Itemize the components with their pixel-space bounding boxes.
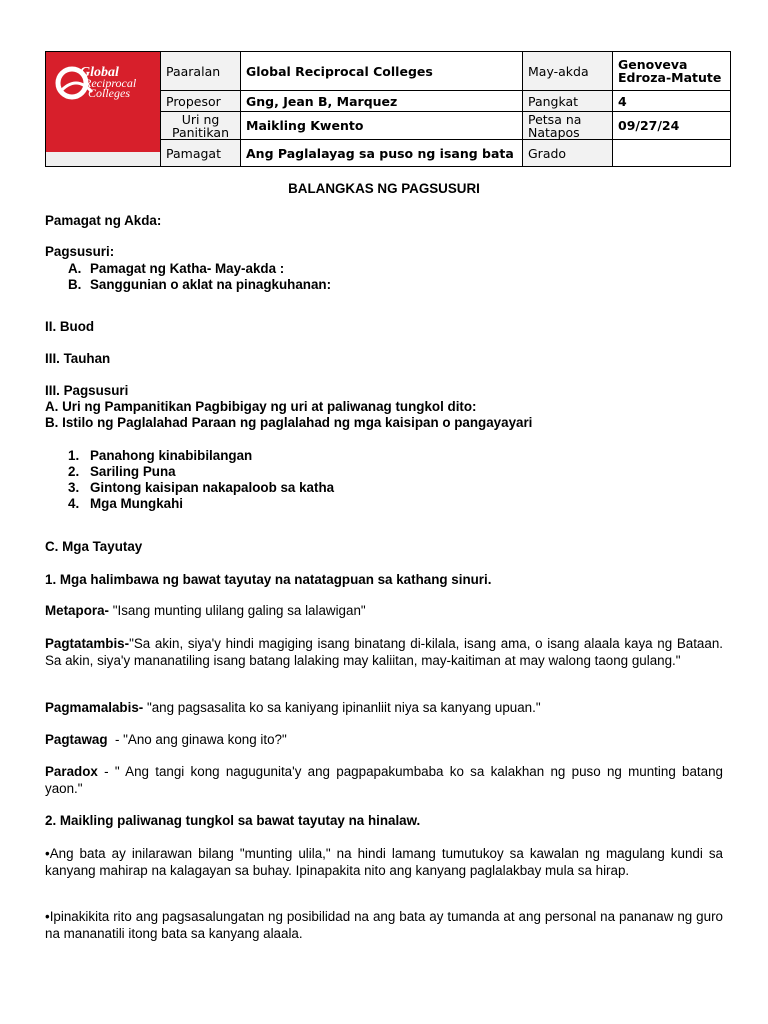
label-grado: Grado [523,140,613,167]
value-grado [613,140,731,167]
college-logo-icon [46,52,160,152]
item-text: Gintong kaisipan nakapaloob sa katha [90,480,335,495]
example-text: - " Ang tangi kong nagugunita'y ang pagpapakumbaba ko sa kalakhan ng puso ng munting batang yaon." [45,764,723,796]
value-may-akda: Genoveva Edroza-Matute [613,52,731,91]
item-marker: 1. [68,448,80,463]
example-pagtatambis [45,636,723,669]
explanation-paragraph: •Ipinakikita rito ang pagsasalungatan ng posibilidad na ang bata ay tumanda at ang personal na pananaw ng guro na mananatili itong bata sa kanyang alaala. [45,909,723,941]
label-pangkat: Pangkat [523,91,613,112]
explanation-paragraph: •Ang bata ay inilarawan bilang "munting ulila," na hindi lamang tumutukoy sa kawalan ng magulang kundi sa kanyang mahirap na kalagayan sa buhay. Ipinapakita nito ang kanyang paglalakbay mula sa hirap. [45,846,723,878]
value-petsa-na-natapos: 09/27/24 [613,112,731,140]
value-paaralan: Global Reciprocal Colleges [241,52,523,91]
tayutay-heading: C. Mga Tayutay [45,539,143,554]
numbered-item [68,448,252,465]
item-marker: B. [68,277,82,292]
item-text: Panahong kinabibilangan [90,448,253,463]
item-text: Sanggunian o aklat na pinagkuhanan: [90,277,332,292]
item-marker: A. [68,261,82,276]
example-paradox [45,764,723,797]
item-text: Pamagat ng Katha- May-akda : [90,261,285,276]
buod-heading: II. Buod [45,319,95,334]
school-logo [46,52,161,167]
item-marker: 2. [68,464,80,479]
example-text: "ang pagsasalita ko sa kaniyang ipinanliit niya sa kanyang upuan." [143,700,541,715]
label-pamagat: Pamagat [161,140,241,167]
pagsusuri2-b: B. Istilo ng Paglalahad Paraan ng paglalahad ng mga kaisipan o pangayayari [45,415,533,430]
value-uri-ng-panitikan: Maikling Kwento [241,112,523,140]
value-pangkat: 4 [613,91,731,112]
example-term: Metapora- [45,603,109,618]
label-propesor: Propesor [161,91,241,112]
document-title: BALANGKAS NG PAGSUSURI [288,181,480,196]
item-text: Sariling Puna [90,464,176,479]
pagsusuri-heading: Pagsusuri: [45,244,115,259]
label-may-akda: May-akda [523,52,613,91]
value-propesor: Gng, Jean B, Marquez [241,91,523,112]
logo-line1: Global [80,65,119,80]
tayutay-sub1: 1. Mga halimbawa ng bawat tayutay na natatagpuan sa kathang sinuri. [45,572,492,587]
pagsusuri2-heading: III. Pagsusuri [45,383,129,398]
pagsusuri2-a: A. Uri ng Pampanitikan Pagbibigay ng uri at paliwanag tungkol dito: [45,399,477,414]
header-info-table [45,51,731,167]
example-term: Paradox [45,764,98,779]
label-paaralan: Paaralan [161,52,241,91]
example-text: "Sa akin, siya'y hindi magiging isang binatang di-kilala, isang ama, o isang alaala kaya ng Bataan. Sa akin, siya'y mananatiling isang batang lalaking may kaliitan, may-kaitiman at may walong taong gulang." [45,636,723,668]
logo-strip [46,152,160,166]
item-marker: 4. [68,496,80,511]
tayutay-sub2: 2. Maikling paliwanag tungkol sa bawat tayutay na hinalaw. [45,813,421,828]
example-metapora [45,603,723,620]
example-text: "Isang munting ulilang galing sa lalawigan" [109,603,366,618]
item-text: Mga Mungkahi [90,496,183,511]
example-pagmamalabis [45,700,723,717]
logo-line2: Reciprocal [84,76,137,90]
item-marker: 3. [68,480,80,495]
tauhan-heading: III. Tauhan [45,351,111,366]
pagsusuri-item [68,261,284,278]
logo-line3: Colleges [88,86,130,100]
example-term: Pagtatambis- [45,636,130,651]
example-text: - "Ano ang ginawa kong ito?" [107,732,287,747]
label-uri-ng-panitikan: Uri ng Panitikan [161,112,241,140]
example-term: Pagtawag [45,732,108,747]
example-term: Pagmamalabis- [45,700,144,715]
pamagat-ng-akda: Pamagat ng Akda: [45,213,162,228]
label-petsa-na-natapos: Petsa na Natapos [523,112,613,140]
example-pagtawag [45,732,723,749]
numbered-item [68,480,334,497]
numbered-item [68,496,183,513]
pagsusuri-item [68,277,331,294]
value-pamagat: Ang Paglalayag sa puso ng isang bata [241,140,523,167]
numbered-item [68,464,176,481]
